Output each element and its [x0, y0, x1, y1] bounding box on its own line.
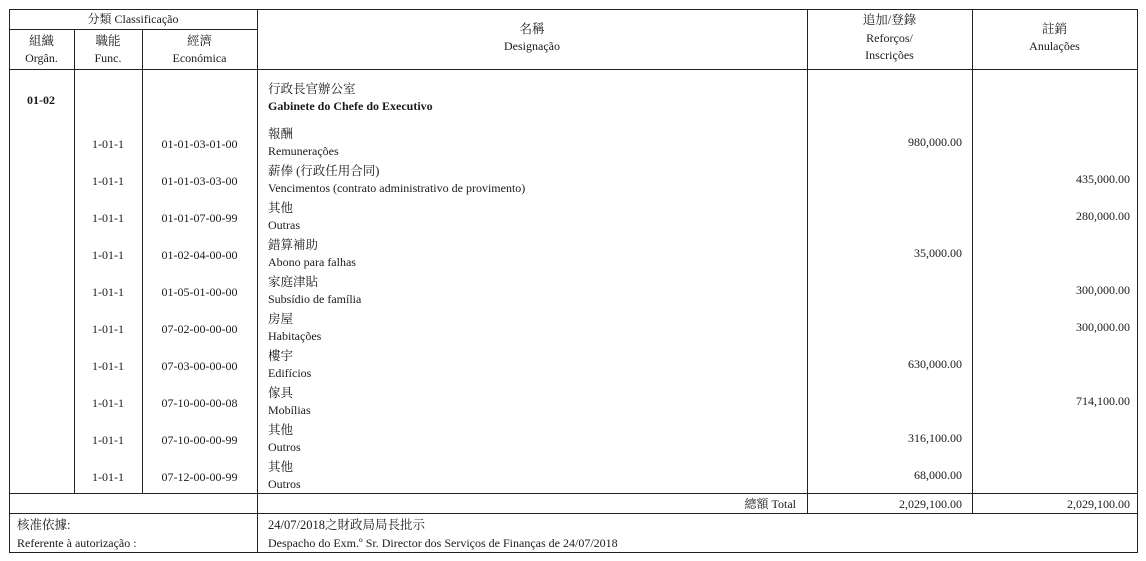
row-name-zh: 其他 [268, 423, 294, 437]
despacho-zh: 24/07/2018之財政局局長批示 [268, 518, 425, 532]
reforco-header-pt2: Inscrições [865, 48, 914, 62]
anul-header-zh: 註銷 [1041, 22, 1067, 36]
header-bottom-border [9, 69, 1138, 70]
reforco-header-pt1: Reforços/ [866, 31, 913, 45]
authorization-label-zh: 核准依據: [17, 518, 71, 532]
row-econ-code: 07-02-00-00-00 [161, 322, 238, 336]
row-name-pt: Edifícios [268, 366, 312, 380]
row-econ-code: 01-01-03-03-00 [161, 174, 238, 188]
row-anul-amount: 280,000.00 [1076, 209, 1130, 223]
total-reforco: 2,029,100.00 [899, 497, 962, 511]
organ-name-zh: 行政長官辦公室 [268, 82, 356, 96]
right-border [1137, 9, 1138, 553]
row-name-pt: Outros [268, 477, 301, 491]
classification-header: 分類 Classificação [87, 12, 179, 26]
row-name-zh: 薪俸 (行政任用合同) [268, 164, 380, 178]
row-name-zh: 報酬 [268, 127, 294, 141]
econ-header-pt: Económica [172, 51, 227, 65]
row-econ-code: 07-10-00-00-08 [161, 396, 238, 410]
col-divider-econ [257, 9, 258, 553]
row-func-code: 1-01-1 [92, 248, 124, 262]
row-name-zh: 樓宇 [268, 349, 294, 363]
desig-header-zh: 名稱 [519, 22, 545, 36]
row-name-zh: 其他 [268, 460, 294, 474]
total-anul: 2,029,100.00 [1067, 497, 1130, 511]
organ-header-zh: 組織 [28, 34, 54, 48]
row-name-pt: Habitações [268, 329, 322, 343]
func-header-zh: 職能 [95, 34, 121, 48]
row-reforco-amount: 630,000.00 [908, 357, 962, 371]
row-func-code: 1-01-1 [92, 322, 124, 336]
total-top-border [9, 493, 1138, 494]
row-econ-code: 07-10-00-00-99 [161, 433, 238, 447]
table-bottom-border [9, 552, 1138, 553]
row-anul-amount: 714,100.00 [1076, 394, 1130, 408]
row-func-code: 1-01-1 [92, 359, 124, 373]
table-top-border [9, 9, 1138, 10]
func-header-pt: Func. [94, 51, 122, 65]
row-name-zh: 房屋 [268, 312, 294, 326]
row-func-code: 1-01-1 [92, 396, 124, 410]
row-reforco-amount: 316,100.00 [908, 431, 962, 445]
row-name-pt: Outras [268, 218, 300, 232]
authorization-label-pt: Referente à autorização : [17, 536, 137, 550]
row-func-code: 1-01-1 [92, 285, 124, 299]
row-name-pt: Vencimentos (contrato administrativo de provimento) [268, 181, 526, 195]
row-name-pt: Remunerações [268, 144, 339, 158]
row-econ-code: 07-03-00-00-00 [161, 359, 238, 373]
row-name-pt: Mobílias [268, 403, 311, 417]
row-func-code: 1-01-1 [92, 470, 124, 484]
row-name-pt: Subsídio de família [268, 292, 362, 306]
desig-header-pt: Designação [504, 39, 560, 53]
total-bottom-border [9, 513, 1138, 514]
row-func-code: 1-01-1 [92, 211, 124, 225]
budget-table [9, 9, 1138, 553]
organ-code: 01-02 [27, 93, 55, 107]
row-reforco-amount: 35,000.00 [914, 246, 962, 260]
row-name-pt: Abono para falhas [268, 255, 356, 269]
anul-header-pt: Anulações [1029, 39, 1080, 53]
row-anul-amount: 300,000.00 [1076, 283, 1130, 297]
row-name-zh: 錯算補助 [268, 238, 319, 252]
left-border [9, 9, 10, 553]
col-divider-reforco [972, 9, 973, 513]
classification-divider [9, 29, 257, 30]
row-func-code: 1-01-1 [92, 137, 124, 151]
row-anul-amount: 435,000.00 [1076, 172, 1130, 186]
organ-header-pt: Orgân. [25, 51, 58, 65]
row-name-zh: 家庭津貼 [268, 275, 319, 289]
row-name-pt: Outros [268, 440, 301, 454]
row-econ-code: 01-01-07-00-99 [161, 211, 238, 225]
row-reforco-amount: 980,000.00 [908, 135, 962, 149]
row-reforco-amount: 68,000.00 [914, 468, 962, 482]
row-name-zh: 其他 [268, 201, 294, 215]
row-econ-code: 01-02-04-00-00 [161, 248, 238, 262]
row-func-code: 1-01-1 [92, 174, 124, 188]
despacho-pt: Despacho do Exm.º Sr. Director dos Serviços de Finanças de 24/07/2018 [268, 536, 618, 550]
row-anul-amount: 300,000.00 [1076, 320, 1130, 334]
row-econ-code: 01-01-03-01-00 [161, 137, 238, 151]
econ-header-zh: 經濟 [186, 34, 212, 48]
row-econ-code: 01-05-01-00-00 [161, 285, 238, 299]
organ-name-pt: Gabinete do Chefe do Executivo [268, 99, 433, 113]
row-econ-code: 07-12-00-00-99 [161, 470, 238, 484]
total-label: 總額 Total [744, 497, 796, 511]
row-func-code: 1-01-1 [92, 433, 124, 447]
row-name-zh: 傢具 [268, 386, 294, 400]
reforco-header-zh: 追加/登錄 [862, 13, 917, 27]
